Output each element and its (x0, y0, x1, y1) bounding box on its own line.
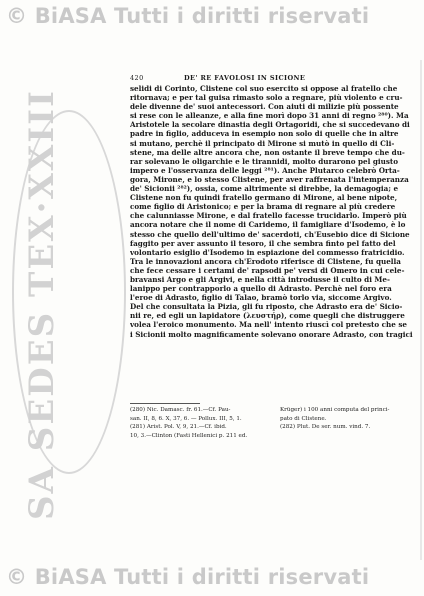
footnote-divider (130, 403, 200, 404)
body-line: de' Sicionii ²⁸²), ossia, come altrimente si direbbe, la demagogia; e (130, 184, 399, 194)
body-line: nii re, ed egli un lapidatore (λευστήρ), come quegli che distruggere (130, 311, 405, 321)
body-line: bravansi Argo e gli Argivi, e nella città introdusse il culto di Me- (130, 274, 390, 284)
body-line: che fece cessare i certami de' rapsodi pe' versi di Omero in cui cele- (130, 265, 405, 275)
footnote-line: san. II, 8, 6. X, 37, 6. — Pollux. III, 5, 1. (130, 415, 242, 422)
page-edge (420, 60, 422, 560)
body-line: Aristotele la secolare dinastia degli Ortagoridi, che si succedevano di (130, 120, 410, 130)
body-line: Tra le innovazioni ancora ch'Erodoto riferisce di Clistene, fu quella (130, 256, 401, 266)
body-line: selidi di Corinto, Clistene col suo esercito si oppose al fratello che (130, 84, 398, 93)
watermark-side: SA SEDES TEX·XXIII (22, 89, 62, 520)
body-line: l'eroe di Adrasto, figlio di Talao, bramò torlo via, siccome Argivo. (130, 293, 392, 303)
body-line: i Sicionii molto magnificamente solevano onorare Adrasto, con tragici (130, 329, 413, 339)
body-line: padre in figlio, adduceva in esempio non solo di quelle che in altre (130, 129, 399, 139)
body-line: lanippo per contrapporlo a quello di Adrasto. Perchè nel foro era (130, 284, 392, 294)
body-line: si rese con le alleanze, e alla fine morì dopo 31 anni di regno ²⁸⁰). Ma (130, 111, 409, 121)
body-line: ancora notare che il nome di Caridemo, il famigliare d'Isodemo, è lo (130, 220, 406, 230)
body-text (130, 84, 416, 339)
body-line: stene, ma delle altre ancora che, non ostante il breve tempo che du- (130, 147, 405, 157)
watermark-top: © BiASA Tutti i diritti riservati (6, 4, 370, 28)
body-line: come figlio di Aristonico; e per la brama di regnare al più credere (130, 202, 396, 212)
body-line: ritornava; e per tal guisa rimasto solo a regnare, più violento e cru- (130, 93, 403, 103)
body-line: si mutano, perchè il principato di Mirone si mutò in quello di Cli- (130, 138, 395, 148)
body-line: faggito per aver assunto il tesoro, il che sembra finto pel fatto del (130, 238, 396, 248)
body-line: Clistene non fu quindi fratello germano di Mirone, al bene nipote, (130, 193, 398, 203)
footnote-line: 10, 3.—Clinton (Fasti Hellenici p. 211 ed. (130, 432, 248, 439)
body-line: volontario esiglio d'Isodemo in espiazione del commesso fratricidio. (130, 247, 405, 257)
running-head: DE' RE FAVOLOSI IN SICIONE (184, 74, 306, 82)
body-line: impero e l'osservanza delle leggi ²⁸¹). Anche Plutarco celebrò Orta- (130, 165, 400, 175)
body-line: rar solevano le oligarchie e le tirannidi, molto durarono pel giusto (130, 156, 399, 166)
footnote-line: Krüger) i 100 anni computa del princi- (280, 407, 390, 413)
watermark-bottom: © BiASA Tutti i diritti riservati (6, 565, 370, 589)
footnote-line: (282) Plut. De ser. num. vind. 7. (280, 424, 371, 431)
footnotes-left-column (130, 406, 270, 440)
body-line: che calunniasse Mirone, e dal fratello facesse trucidarlo. Imperò più (130, 211, 407, 221)
body-line: volea l'eroico monumento. Ma nell' intento riuscì col pretesto che se (130, 320, 407, 330)
body-line: Del che consultata la Pizia, gli fu riposto, che Adrasto era de' Sicio- (130, 302, 403, 312)
body-line: stesso che quello dell'ultimo de' sacerdoti, ch'Eusebio dice di Sicione (130, 229, 410, 239)
body-line: dele divenne de' suoi antecessori. Con aiuti di milizie più possente (130, 102, 399, 112)
footnote-line: pato di Clistene. (280, 415, 327, 422)
footnote-line: (280) Nic. Damasc. fr. 61.—Cf. Pau- (130, 407, 231, 413)
body-line: gora, Mirone, e lo stesso Clistene, per aver raffrenata l'intemperanza (130, 174, 409, 184)
page-number: 420 (130, 74, 144, 82)
footnotes-right-column (280, 406, 416, 432)
footnote-line: (281) Arist. Pol. V, 9, 21.—Cf. ibid. (130, 424, 227, 431)
